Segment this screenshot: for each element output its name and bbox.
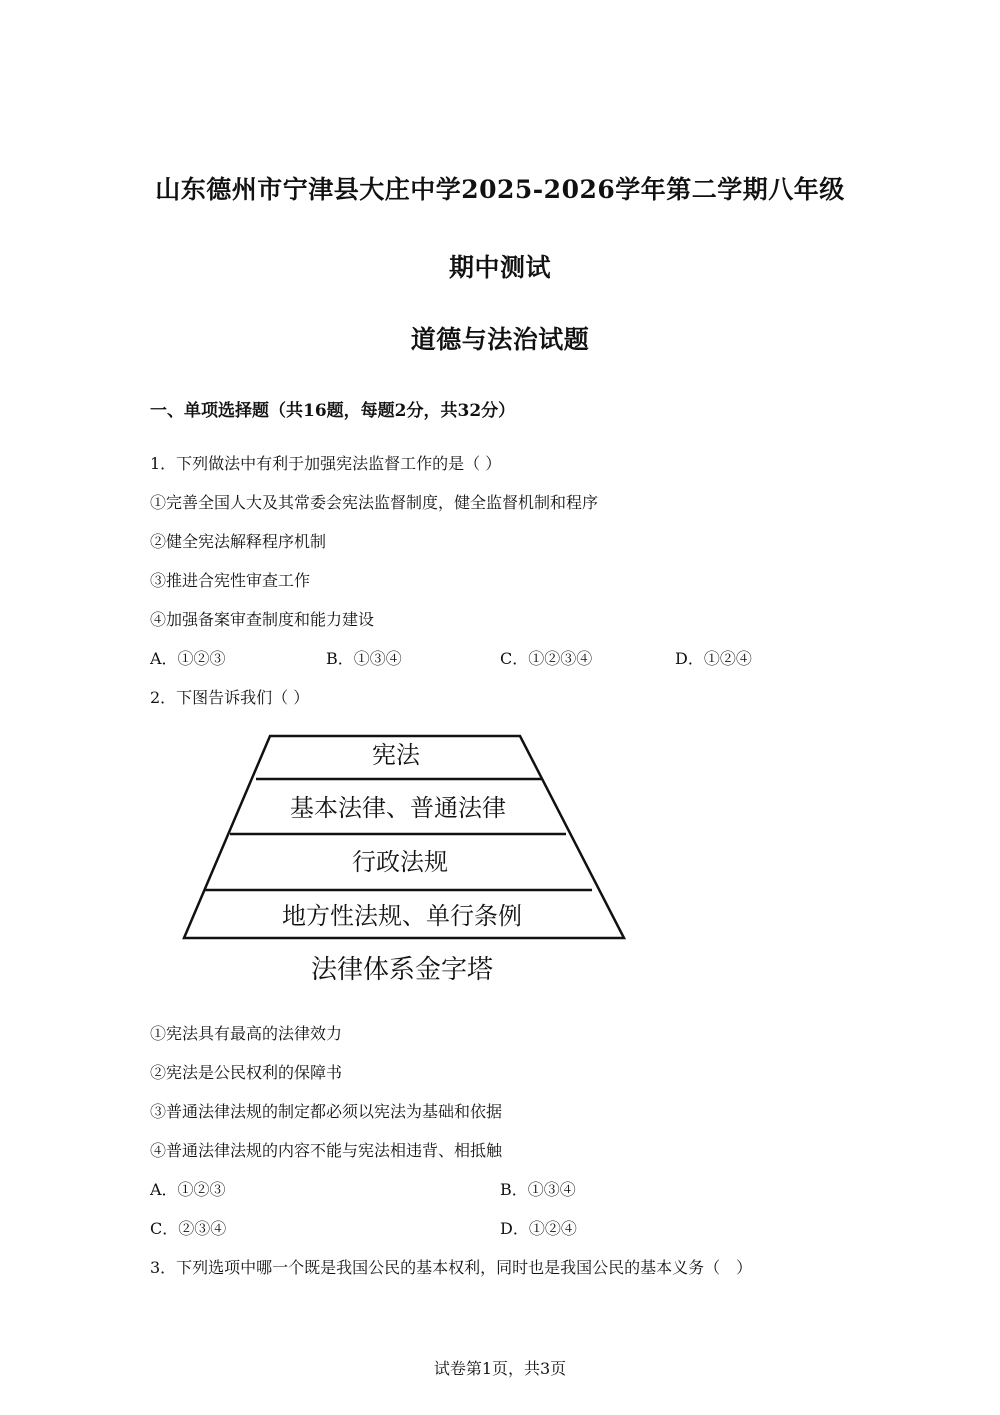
q2-option-b: B．①③④ — [500, 1180, 576, 1199]
exam-title-line1: 山东德州市宁津县大庄中学2025-2026学年第二学期八年级 — [155, 175, 845, 204]
q2-option-c: C．②③④ — [150, 1219, 227, 1238]
q2-stem: 2．下图告诉我们（ ） — [150, 688, 310, 707]
q2-item: ①宪法具有最高的法律效力 — [150, 1024, 343, 1043]
section-heading: 一、单项选择题（共16题，每题2分，共32分） — [150, 401, 516, 421]
q1-option-d: D．①②④ — [675, 649, 752, 668]
pyramid-level-2: 基本法律、普通法律 — [290, 794, 506, 822]
q1-item: ③推进合宪性审查工作 — [150, 571, 311, 590]
subject-title: 道德与法治试题 — [410, 325, 590, 354]
q3-stem: 3．下列选项中哪一个既是我国公民的基本权利，同时也是我国公民的基本义务（ ） — [150, 1258, 753, 1277]
pyramid-caption: 法律体系金字塔 — [310, 955, 494, 985]
q1-item: ②健全宪法解释程序机制 — [150, 532, 327, 551]
q2-option-a: A．①②③ — [150, 1180, 226, 1199]
q1-option-c: C．①②③④ — [500, 649, 593, 668]
q2-item: ②宪法是公民权利的保障书 — [150, 1063, 343, 1082]
q2-option-d: D．①②④ — [500, 1219, 577, 1238]
page-footer: 试卷第1页，共3页 — [433, 1359, 567, 1378]
q1-item: ④加强备案审查制度和能力建设 — [150, 610, 375, 629]
pyramid-level-4: 地方性法规、单行条例 — [282, 902, 522, 930]
q1-item: ①完善全国人大及其常委会宪法监督制度，健全监督机制和程序 — [150, 493, 599, 512]
q1-option-b: B．①③④ — [326, 649, 402, 668]
q2-item: ④普通法律法规的内容不能与宪法相违背、相抵触 — [150, 1141, 503, 1160]
pyramid-level-1: 宪法 — [372, 741, 420, 769]
q2-item: ③普通法律法规的制定都必须以宪法为基础和依据 — [150, 1102, 503, 1121]
exam-title-line2: 期中测试 — [448, 253, 551, 282]
pyramid-level-3: 行政法规 — [352, 848, 448, 876]
q1-stem: 1．下列做法中有利于加强宪法监督工作的是（ ） — [150, 454, 502, 473]
legal-system-pyramid-figure — [180, 730, 630, 995]
q1-option-a: A．①②③ — [150, 649, 226, 668]
